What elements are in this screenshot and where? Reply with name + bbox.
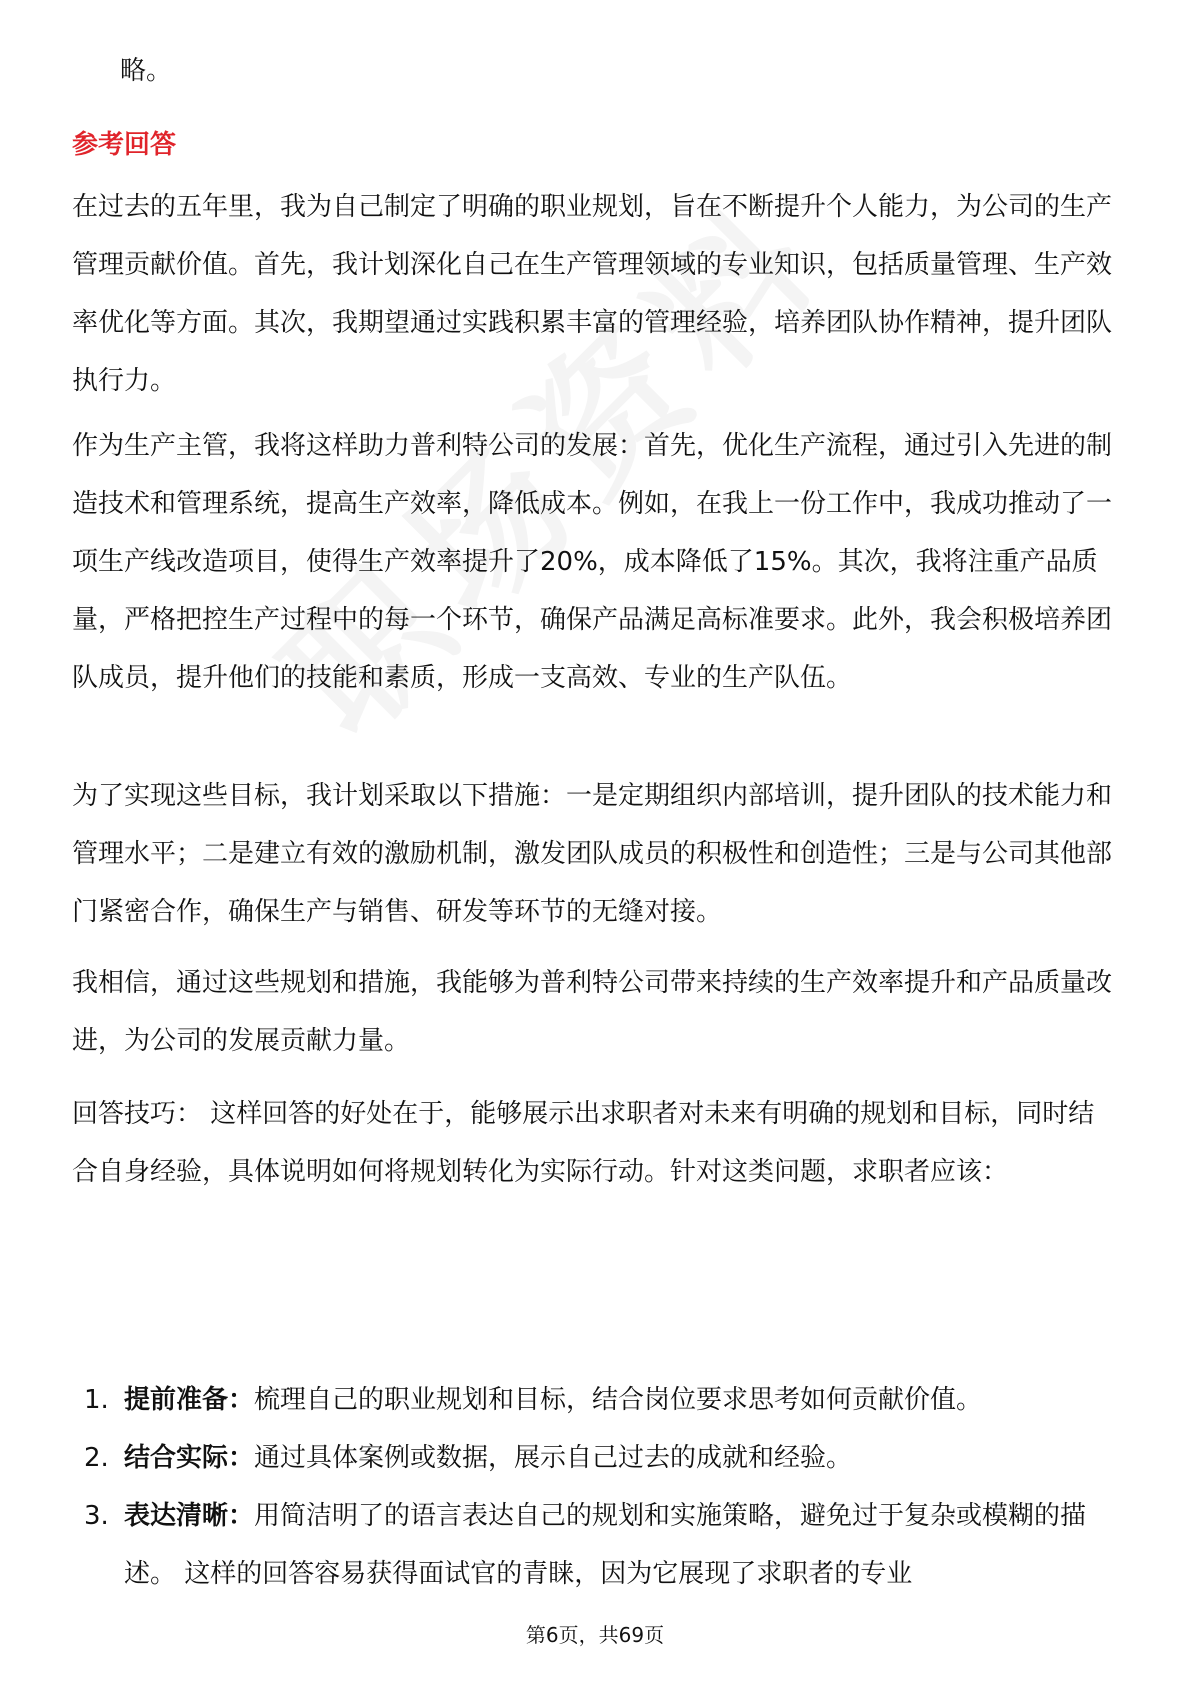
paragraph-conclusion: 我相信，通过这些规划和措施，我能够为普利特公司带来持续的生产效率提升和产品质量改进，为公司的发展贡献力量。: [72, 968, 1113, 1056]
paragraph-measures: 为了实现这些目标，我计划采取以下措施：一是定期组织内部培训，提升团队的技术能力和管理水平；二是建立有效的激励机制，激发团队成员的积极性和创造性；三是与公司其他部门紧密合作，确保生产与销售、研发等环节的无缝对接。: [72, 781, 1113, 927]
list-item-title: 结合实际：: [124, 1443, 255, 1473]
list-item: [72, 1429, 1117, 1487]
list-item: [72, 1371, 1117, 1429]
page-footer: 第6页，共69页: [525, 1623, 665, 1647]
list-item-text: 通过具体案例或数据，展示自己过去的成就和经验。: [254, 1443, 853, 1473]
list-item-text: 用简洁明了的语言表达自己的规划和实施策略，避免过于复杂或模糊的描述。 这样的回答容易获得面试官的青睐，因为它展现了求职者的专业: [124, 1501, 1087, 1589]
list-item: [72, 1487, 1117, 1603]
paragraph-career-plan: 在过去的五年里，我为自己制定了明确的职业规划，旨在不断提升个人能力，为公司的生产管理贡献价值。首先，我计划深化自己在生产管理领域的专业知识，包括质量管理、生产效率优化等方面。其次，我期望通过实践积累丰富的管理经验，培养团队协作精神，提升团队执行力。: [72, 192, 1113, 396]
section-heading: 参考回答: [72, 130, 177, 160]
list-item-title: 提前准备：: [124, 1385, 255, 1415]
continuation-text: 略。: [120, 56, 173, 86]
list-item-number: 3.: [84, 1501, 109, 1531]
list-item-number: 2.: [84, 1443, 109, 1473]
list-item-title: 表达清晰：: [124, 1501, 255, 1531]
tips-list: [72, 1371, 1117, 1603]
paragraph-company-contribution: 作为生产主管，我将这样助力普利特公司的发展：首先，优化生产流程，通过引入先进的制造技术和管理系统，提高生产效率，降低成本。例如，在我上一份工作中，我成功推动了一项生产线改造项目，使得生产效率提升了20%，成本降低了15%。其次，我将注重产品质量，严格把控生产过程中的每一个环节，确保产品满足高标准要求。此外，我会积极培养团队成员，提升他们的技能和素质，形成一支高效、专业的生产队伍。: [72, 431, 1113, 693]
list-item-text: 梳理自己的职业规划和目标，结合岗位要求思考如何贡献价值。: [254, 1385, 983, 1415]
paragraph-answer-tips: 回答技巧： 这样回答的好处在于，能够展示出求职者对未来有明确的规划和目标，同时结合自身经验，具体说明如何将规划转化为实际行动。针对这类问题，求职者应该：: [72, 1099, 1095, 1187]
list-item-number: 1.: [84, 1385, 109, 1415]
